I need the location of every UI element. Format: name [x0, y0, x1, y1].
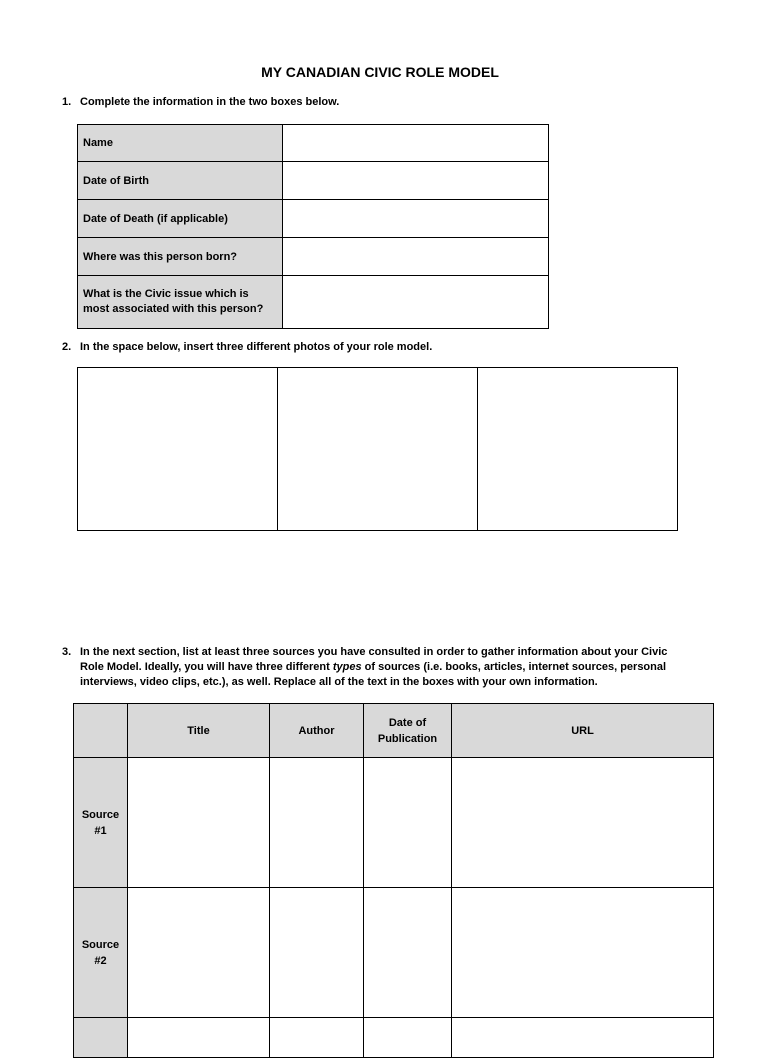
question-3-line3: interviews, video clips, etc.), as well. Replace all of the text in the boxes with your own information.	[80, 676, 598, 688]
question-3-number: 3.	[62, 646, 72, 658]
info-label-birthplace: Where was this person born?	[78, 238, 283, 276]
info-row-birth	[78, 162, 549, 200]
info-label-civic-issue-line2: most associated with this person?	[83, 303, 264, 315]
source-1-url-cell[interactable]	[452, 758, 714, 888]
info-field-birth[interactable]	[283, 162, 549, 200]
photo-table	[77, 367, 678, 531]
question-1	[62, 95, 742, 110]
info-row-birthplace	[78, 238, 549, 276]
source-row-1-label	[74, 758, 128, 888]
sources-table	[73, 703, 714, 1058]
photo-box-1[interactable]	[78, 368, 278, 531]
question-3-line1: In the next section, list at least three sources you have consulted in order to gather information about your Civic	[80, 646, 668, 658]
source-row-1-label-line1: Source	[81, 808, 120, 821]
info-label-civic-issue-line1: What is the Civic issue which is	[83, 288, 249, 300]
sources-header-date	[364, 704, 452, 758]
source-1-date-cell[interactable]	[364, 758, 452, 888]
source-row-2	[74, 888, 714, 1018]
source-1-author-cell[interactable]	[270, 758, 364, 888]
sources-header-date-line2: Publication	[377, 732, 438, 745]
source-row-2-label-line2: #2	[94, 954, 107, 967]
source-2-title-cell[interactable]	[128, 888, 270, 1018]
question-1-number: 1.	[62, 96, 72, 108]
photo-box-3[interactable]	[477, 368, 677, 531]
info-row-death	[78, 200, 549, 238]
question-3-line2-em: types	[332, 661, 362, 673]
source-row-1-label-line2: #1	[94, 824, 107, 837]
info-label-birth: Date of Birth	[78, 162, 283, 200]
question-3-line2-b: of sources (i.e. books, articles, internet sources, personal	[361, 661, 667, 673]
question-2	[62, 340, 742, 355]
sources-header-author: Author	[270, 704, 364, 758]
question-2-number: 2.	[62, 341, 72, 353]
info-field-birthplace[interactable]	[283, 238, 549, 276]
info-field-name[interactable]	[283, 125, 549, 162]
question-3-line2-a: Role Model. Ideally, you will have three different	[80, 661, 333, 673]
source-2-url-cell[interactable]	[452, 888, 714, 1018]
info-label-death: Date of Death (if applicable)	[78, 200, 283, 238]
source-1-title-cell[interactable]	[128, 758, 270, 888]
info-label-name: Name	[78, 125, 283, 162]
question-1-text: Complete the information in the two boxes below.	[80, 96, 340, 108]
sources-header-date-line1: Date of	[388, 716, 427, 729]
info-field-death[interactable]	[283, 200, 549, 238]
info-row-civic-issue	[78, 276, 549, 329]
info-table	[77, 124, 549, 329]
source-row-2-label	[74, 888, 128, 1018]
sources-header-blank	[74, 704, 128, 758]
question-3-text	[80, 645, 667, 690]
info-row-name	[78, 125, 549, 162]
question-3-line2	[80, 660, 667, 675]
question-2-text: In the space below, insert three different photos of your role model.	[80, 341, 433, 353]
info-field-civic-issue[interactable]	[283, 276, 549, 329]
info-label-civic-issue	[78, 276, 283, 329]
sources-header-row	[74, 704, 714, 758]
source-row-2-label-line1: Source	[81, 938, 120, 951]
source-2-date-cell[interactable]	[364, 888, 452, 1018]
source-row-1	[74, 758, 714, 888]
page-title: MY CANADIAN CIVIC ROLE MODEL	[261, 64, 499, 80]
question-3	[62, 645, 752, 693]
photo-box-2[interactable]	[278, 368, 477, 531]
sources-header-url: URL	[452, 704, 714, 758]
sources-header-title: Title	[128, 704, 270, 758]
source-2-author-cell[interactable]	[270, 888, 364, 1018]
